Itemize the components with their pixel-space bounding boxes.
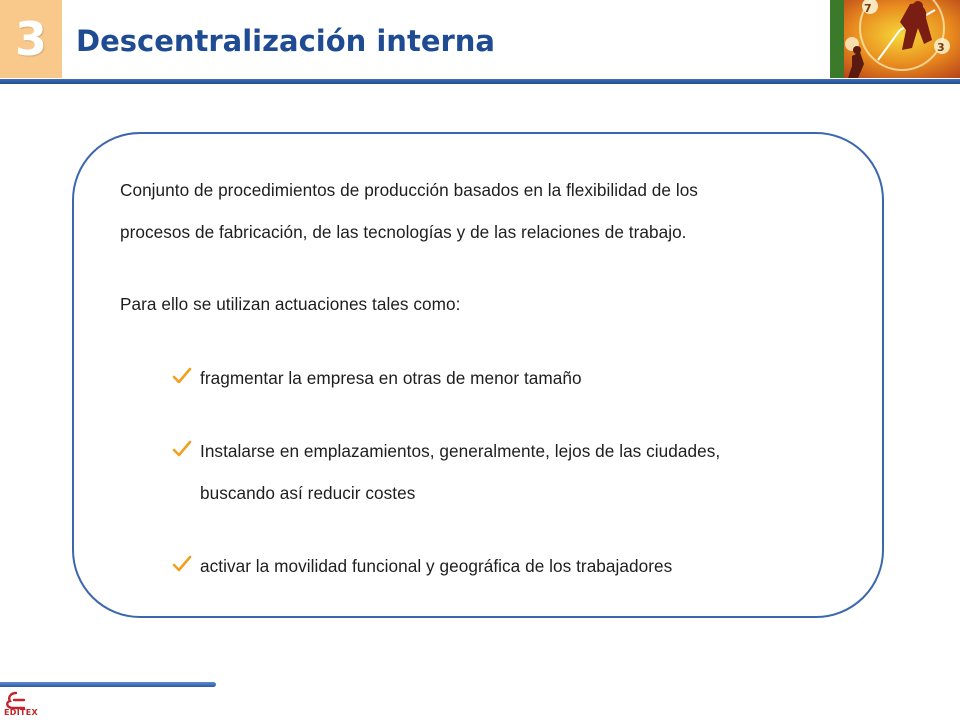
checkmark-icon (172, 439, 192, 459)
page-title: Descentralización interna (76, 24, 495, 58)
header-clock-image (830, 0, 960, 78)
svg-text:3: 3 (937, 41, 945, 54)
bullet-item-2-line-2: buscando así reducir costes (200, 483, 416, 503)
checkmark-icon (172, 554, 192, 574)
intro-text-line-2: procesos de fabricación, de las tecnologías y de las relaciones de trabajo. (120, 222, 687, 242)
svg-text:7: 7 (864, 2, 872, 15)
lead-in-text: Para ello se utilizan actuaciones tales como: (120, 294, 461, 314)
bullet-item-1: fragmentar la empresa en otras de menor tamaño (200, 368, 582, 388)
chapter-number: 3 (14, 12, 47, 66)
bullet-item-2-line-1: Instalarse en emplazamientos, generalmente, lejos de las ciudades, (200, 441, 721, 461)
bullet-item-3: activar la movilidad funcional y geográfica de los trabajadores (200, 556, 673, 576)
checkmark-icon (172, 366, 192, 386)
editex-logo-text: EDITEX (4, 708, 38, 717)
header-divider (0, 79, 960, 84)
intro-text-line-1: Conjunto de procedimientos de producción basados en la flexibilidad de los (120, 180, 698, 200)
chapter-number-box (0, 0, 62, 78)
footer-divider (0, 682, 216, 687)
